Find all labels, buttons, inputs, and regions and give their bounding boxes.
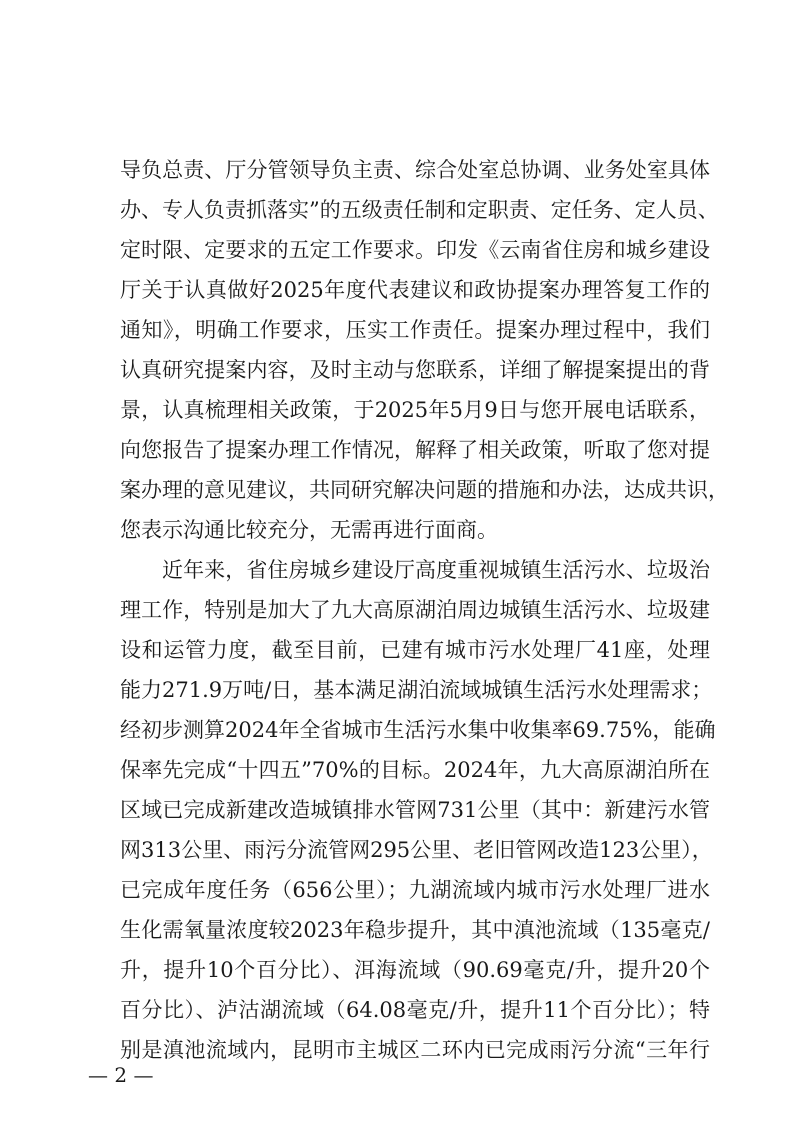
text-line: 厅关于认真做好2025年度代表建议和政协提案办理答复工作的 xyxy=(120,278,710,302)
text-line: 经初步测算2024年全省城市生活污水集中收集率69.75%，能确 xyxy=(120,718,716,742)
text-line: 百分比）、泸沽湖流域（64.08毫克/升，提升11个百分比）；特 xyxy=(120,998,710,1022)
text-line: 您表示沟通比较充分，无需再进行面商。 xyxy=(120,518,498,542)
text-line: 区域已完成新建改造城镇排水管网731公里（其中：新建污水管 xyxy=(120,798,710,822)
text-line: 向您报告了提案办理工作情况，解释了相关政策，听取了您对提 xyxy=(120,438,710,462)
paragraph-first-line: 近年来，省住房城乡建设厅高度重视城镇生活污水、垃圾治 xyxy=(162,558,710,582)
text-line: 案办理的意见建议，共同研究解决问题的措施和办法，达成共识， xyxy=(120,478,729,502)
text-line: 别是滇池流域内，昆明市主城区二环内已完成雨污分流“三年行 xyxy=(120,1038,710,1062)
text-line: 导负总责、厅分管领导负主责、综合处室总协调、业务处室具体 xyxy=(120,158,710,182)
page-number: — 2 — xyxy=(88,1063,154,1087)
text-line: 生化需氧量浓度较2023年稳步提升，其中滇池流域（135毫克/ xyxy=(120,918,710,942)
text-line: 网313公里、雨污分流管网295公里、老旧管网改造123公里）， xyxy=(120,838,713,862)
text-line: 理工作，特别是加大了九大高原湖泊周边城镇生活污水、垃圾建 xyxy=(120,598,710,622)
text-line: 能力271.9万吨/日，基本满足湖泊流域城镇生活污水处理需求； xyxy=(120,678,713,702)
text-line: 办、专人负责抓落实”的五级责任制和定职责、定任务、定人员、 xyxy=(120,198,719,222)
text-line: 设和运管力度，截至目前，已建有城市污水处理厂41座，处理 xyxy=(120,638,710,662)
text-line: 升，提升10个百分比）、洱海流域（90.69毫克/升，提升20个 xyxy=(120,958,710,982)
text-line: 通知》，明确工作要求，压实工作责任。提案办理过程中，我们 xyxy=(120,318,710,342)
text-line: 保率先完成“十四五”70%的目标。2024年，九大高原湖泊所在 xyxy=(120,758,710,782)
text-line: 认真研究提案内容，及时主动与您联系，详细了解提案提出的背 xyxy=(120,358,710,382)
text-line: 景，认真梳理相关政策，于2025年5月9日与您开展电话联系， xyxy=(120,398,710,422)
text-line: 定时限、定要求的五定工作要求。印发《云南省住房和城乡建设 xyxy=(120,238,710,262)
text-line: 已完成年度任务（656公里）；九湖流域内城市污水处理厂进水 xyxy=(120,878,710,902)
